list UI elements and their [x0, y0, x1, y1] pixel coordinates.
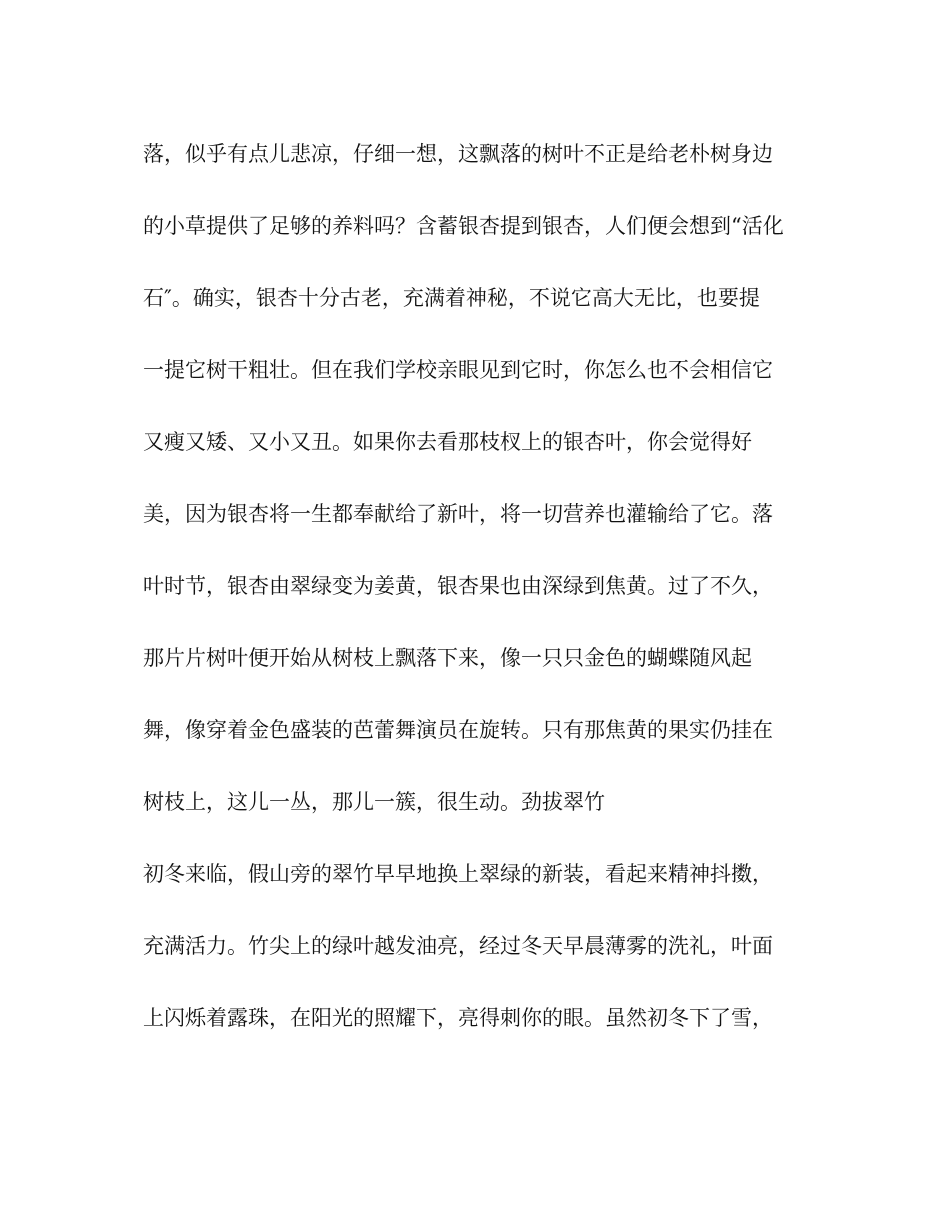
paragraph-line: 那片片树叶便开始从树枝上飘落下来，像一只只金色的蝴蝶随风起 [143, 646, 752, 670]
paragraph-line: 舞，像穿着金色盛装的芭蕾舞演员在旋转。只有那焦黄的果实仍挂在 [143, 718, 773, 742]
paragraph-line: 初冬来临，假山旁的翠竹早早地换上翠绿的新装，看起来精神抖擞， [143, 862, 773, 886]
paragraph-line: 又瘦又矮、又小又丑。如果你去看那枝杈上的银杏叶，你会觉得好 [143, 430, 752, 454]
paragraph-line: 石″。确实，银杏十分古老，充满着神秘，不说它高大无比，也要提 [143, 286, 760, 310]
paragraph-line: 落，似乎有点儿悲凉，仔细一想，这飘落的树叶不正是给老朴树身边 [143, 142, 773, 166]
paragraph-line: 叶时节，银杏由翠绿变为姜黄，银杏果也由深绿到焦黄。过了不久， [143, 574, 773, 598]
paragraph-line: 一提它树干粗壮。但在我们学校亲眼见到它时，你怎么也不会相信它 [143, 358, 773, 382]
paragraph-line: 的小草提供了足够的养料吗？含蓄银杏提到银杏，人们便会想到“活化 [143, 214, 784, 238]
paragraph-line: 树枝上，这儿一丛，那儿一簇，很生动。劲拔翠竹 [143, 790, 605, 814]
paragraph-line: 美，因为银杏将一生都奉献给了新叶，将一切营养也灌输给了它。落 [143, 502, 773, 526]
paragraph-line: 充满活力。竹尖上的绿叶越发油亮，经过冬天早晨薄雾的洗礼，叶面 [143, 934, 773, 958]
paragraph-line: 上闪烁着露珠，在阳光的照耀下，亮得刺你的眼。虽然初冬下了雪， [143, 1006, 773, 1030]
